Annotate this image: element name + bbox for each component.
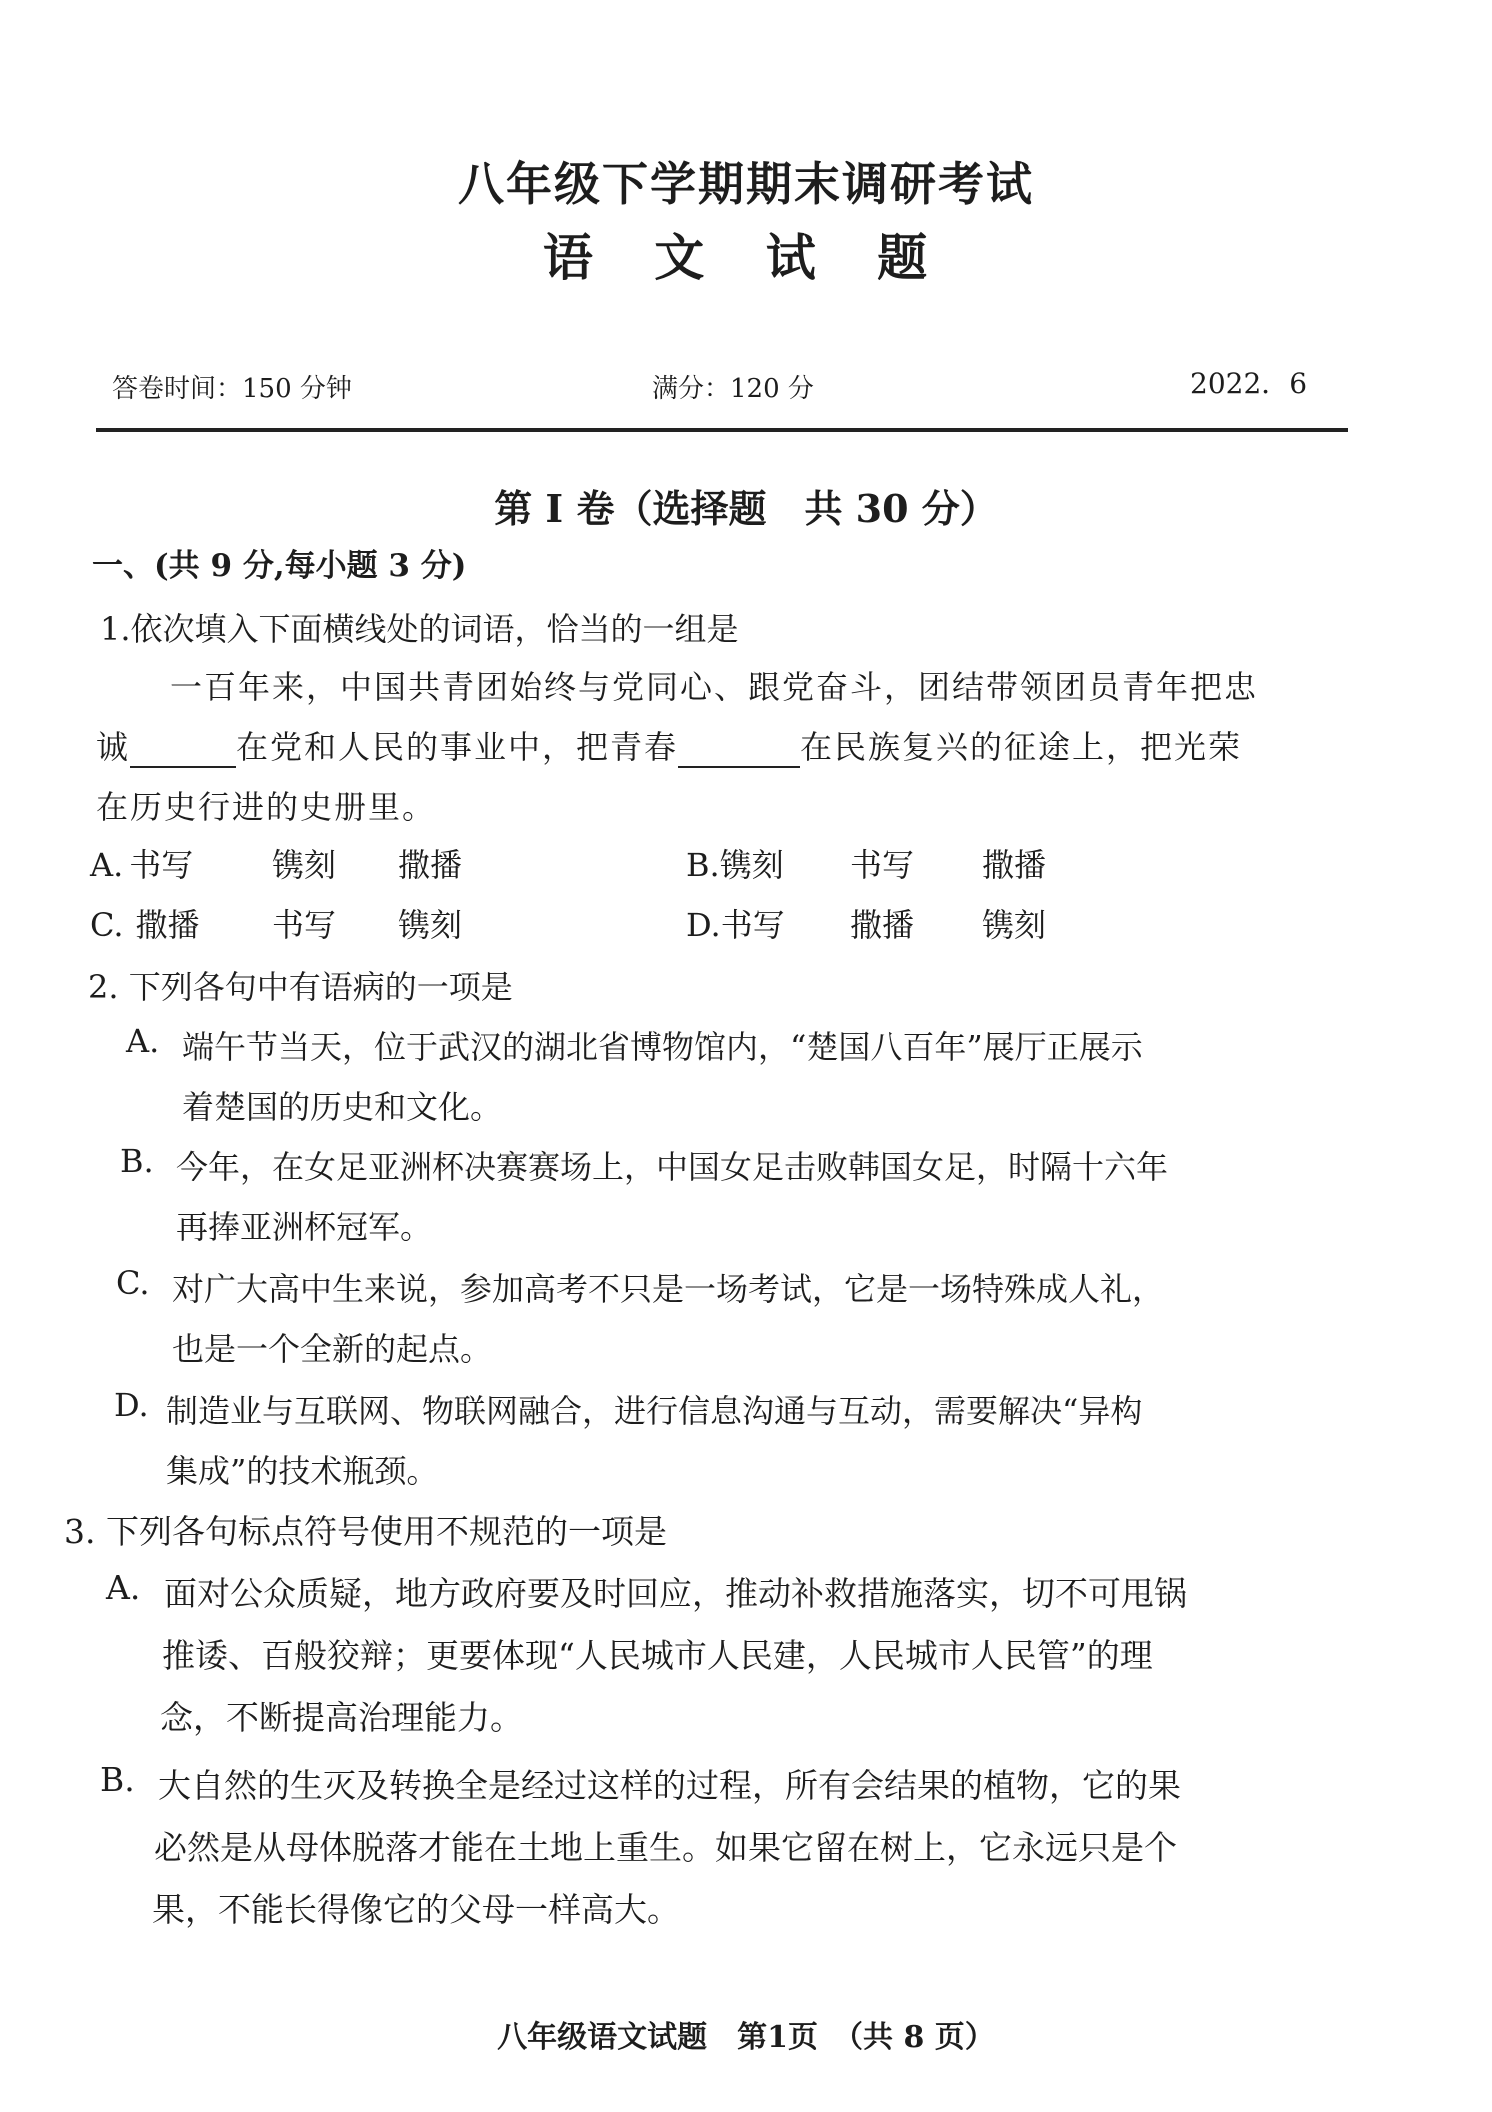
q1-passage-line3: 在历史行进的史册里。 [96, 788, 437, 826]
q2-option-c-line1: 对广大高中生来说，参加高考不只是一场考试，它是一场特殊成人礼， [172, 1270, 1165, 1308]
q2-option-c-line2: 也是一个全新的起点。 [172, 1330, 493, 1368]
option-letter: D. [686, 906, 721, 944]
q2-stem: 2. 下列各句中有语病的一项是 [88, 968, 513, 1006]
exam-full-score: 满分：120 分 [652, 374, 814, 404]
q2-option-a-line2: 着楚国的历史和文化。 [182, 1088, 503, 1126]
option-word: 镌刻 [398, 906, 463, 944]
q3-option-a-line1: 面对公众质疑，地方政府要及时回应，推动补救措施落实，切不可甩锅 [164, 1574, 1187, 1613]
q3-option-a-line2: 推诿、百般狡辩；更要体现“人民城市人民建，人民城市人民管”的理 [162, 1636, 1153, 1675]
option-letter: C. [90, 906, 124, 944]
q1-passage-text-b: 在党和人民的事业中，把青春 [236, 728, 679, 766]
section-title: 第 I 卷（选择题 共 30 分） [494, 486, 998, 531]
q2-option-a-letter: A. [126, 1022, 160, 1060]
q3-option-b-line2: 必然是从母体脱落才能在土地上重生。如果它留在树上，它永远只是个 [154, 1828, 1177, 1867]
option-letter: B. [686, 846, 720, 884]
q2-option-c-letter: C. [116, 1264, 150, 1302]
q3-option-b-line3: 果，不能长得像它的父母一样高大。 [152, 1890, 680, 1929]
option-word: 书写 [129, 846, 194, 884]
q1-passage-text-c: 在民族复兴的征途上，把光荣 [800, 728, 1243, 766]
q2-option-d-letter: D. [114, 1386, 149, 1424]
q1-option-b [686, 840, 1047, 886]
page-footer: 八年级语文试题 第1页 （共 8 页） [497, 2020, 995, 2055]
option-word: 镌刻 [719, 846, 784, 884]
q1-passage-line2 [96, 722, 1242, 768]
option-word: 书写 [720, 906, 785, 944]
option-word: 撒播 [982, 846, 1047, 884]
exam-date: 2022．6 [1190, 367, 1308, 400]
q1-blank-1 [130, 728, 236, 768]
option-word: 撒播 [398, 846, 463, 884]
exam-time: 答卷时间：150 分钟 [112, 374, 352, 404]
option-word: 书写 [272, 906, 337, 944]
q1-passage-line1: 一百年来，中国共青团始终与党同心、跟党奋斗，团结带领团员青年把忠 [170, 668, 1259, 706]
q3-stem: 3. 下列各句标点符号使用不规范的一项是 [64, 1512, 667, 1551]
q1-option-a [90, 840, 463, 886]
q3-option-b-line1: 大自然的生灭及转换全是经过这样的过程，所有会结果的植物，它的果 [158, 1766, 1181, 1805]
q2-option-d-line2: 集成”的技术瓶颈。 [166, 1452, 439, 1490]
q1-passage-text-a: 诚 [96, 728, 131, 766]
q2-option-b-line1: 今年，在女足亚洲杯决赛赛场上，中国女足击败韩国女足，时隔十六年 [176, 1148, 1169, 1186]
exam-subtitle: 语 文 试 题 [542, 228, 950, 287]
part-heading: 一、(共 9 分,每小题 3 分) [92, 548, 467, 584]
q1-option-c [90, 900, 463, 946]
option-letter: A. [90, 846, 124, 884]
q1-stem: 1.依次填入下面横线处的词语，恰当的一组是 [100, 610, 739, 648]
q1-blank-2 [678, 728, 800, 768]
q3-option-b-letter: B. [100, 1760, 135, 1799]
q2-option-a-line1: 端午节当天，位于武汉的湖北省博物馆内，“楚国八百年”展厅正展示 [182, 1028, 1143, 1066]
q1-option-d [686, 900, 1047, 946]
q2-option-d-line1: 制造业与互联网、物联网融合，进行信息沟通与互动，需要解决“异构 [166, 1392, 1143, 1430]
q2-option-b-line2: 再捧亚洲杯冠军。 [176, 1208, 433, 1246]
option-word: 撒播 [850, 906, 915, 944]
option-word: 镌刻 [272, 846, 337, 884]
header-divider [96, 428, 1348, 432]
option-word: 书写 [850, 846, 915, 884]
q3-option-a-letter: A. [106, 1568, 141, 1607]
q3-option-a-line3: 念，不断提高治理能力。 [160, 1698, 523, 1737]
exam-title: 八年级下学期期末调研考试 [458, 157, 1034, 211]
option-word: 镌刻 [982, 906, 1047, 944]
q2-option-b-letter: B. [120, 1142, 154, 1180]
option-word: 撒播 [135, 906, 200, 944]
